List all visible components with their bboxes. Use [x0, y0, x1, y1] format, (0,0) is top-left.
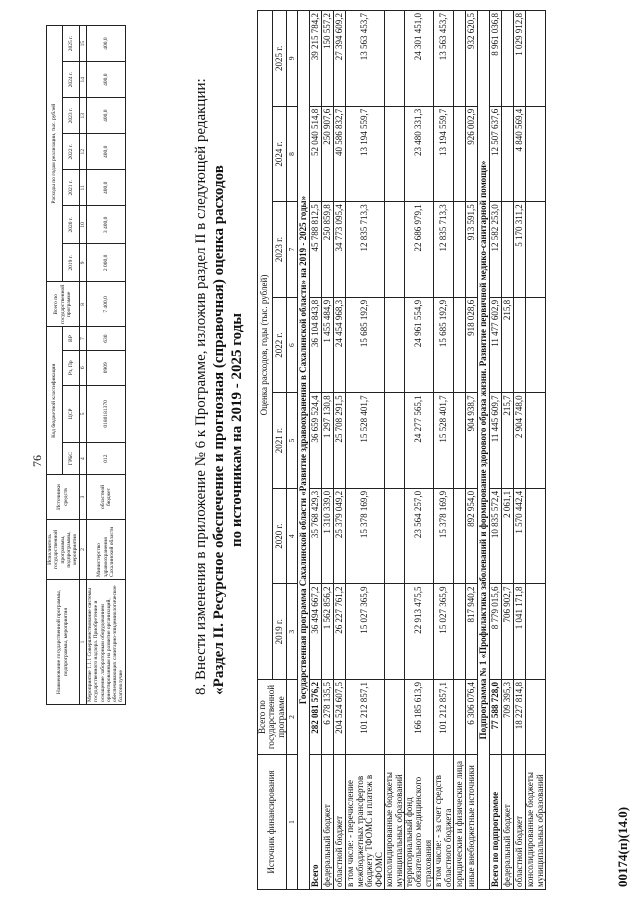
row-value: 932 620,5 — [466, 11, 478, 107]
col-num: 4 — [79, 443, 86, 475]
col-num: 1 — [79, 580, 86, 705]
row-value: 250 859,8 — [322, 202, 334, 298]
th-year: 2024 г. — [272, 106, 287, 202]
row-value: 11 445 609,7 — [490, 393, 502, 489]
table-row — [526, 11, 546, 890]
th-resp: Исполнитель государственной программы, подпрограммы, мероприятия — [47, 520, 80, 580]
row-value: 918 028,6 — [466, 297, 478, 393]
row-value: 926 002,9 — [466, 106, 478, 202]
section-row-program: Государственная программа Сахалинской области «Развитие здравоохранения в Сахалинской области» на 2019 - 2025 годы» — [298, 11, 310, 890]
row-value: 11 477 602,9 — [490, 297, 502, 393]
measure-name: Мероприятие 1.1.1 Совершенствование системы государственного надзора. Приобретение и оснащение лабораторным оборудованием ориентированным на развитие организаций, обеспечивающих санитарно-эпидемиологическое благополучие — [86, 580, 125, 705]
heading-subtitle: по источникам на 2019 - 2025 годы — [229, 312, 245, 548]
col-index: 1 — [287, 755, 298, 890]
row-value: 24 454 968,3 — [334, 297, 346, 393]
row-value: 2 904 748,0 — [514, 393, 526, 489]
row-value — [526, 488, 546, 584]
th-year: 2025 г. — [63, 26, 79, 62]
row-total — [454, 680, 466, 755]
th-year: 2021 г. — [272, 393, 287, 489]
col-index: 5 — [287, 393, 298, 489]
row-value: 36 104 843,8 — [310, 297, 322, 393]
row-value — [385, 488, 405, 584]
col-index: 2 — [287, 680, 298, 755]
row-value: 24 277 565,1 — [404, 393, 433, 489]
col-index: 6 — [287, 297, 298, 393]
row-value — [385, 584, 405, 680]
table-row — [514, 11, 526, 890]
row-value: 23 564 257,0 — [404, 488, 433, 584]
row-value: 817 940,2 — [466, 584, 478, 680]
row-label: иные внебюджетные источники — [466, 755, 478, 890]
row-value — [526, 106, 546, 202]
row-label: в том числе: - за счет средств областного бюджета — [434, 755, 454, 890]
table-row — [322, 11, 334, 890]
row-total — [385, 680, 405, 755]
row-value: 22 686 979,1 — [404, 202, 433, 298]
row-value — [385, 11, 405, 107]
row-value — [385, 106, 405, 202]
table-row — [454, 11, 466, 890]
row-value: 250 907,6 — [322, 106, 334, 202]
measure-value: 400,0 — [86, 170, 125, 206]
th-rzpr: Рз, Пр — [63, 350, 79, 385]
row-value: 12 582 253,0 — [490, 202, 502, 298]
table-row — [310, 11, 322, 890]
row-total: 6 278 135,5 — [322, 680, 334, 755]
row-value — [454, 488, 466, 584]
row-value: 34 773 095,4 — [334, 202, 346, 298]
row-value: 12 835 713,3 — [434, 202, 454, 298]
row-value: 215,8 — [502, 297, 514, 393]
row-value — [385, 202, 405, 298]
col-num: 13 — [79, 98, 86, 134]
heading-title: «Раздел II. Ресурсное обеспечение и прогнозная (справочная) оценка расходов — [211, 165, 227, 695]
row-total: 101 212 857,1 — [434, 680, 454, 755]
row-value: 24 961 554,9 — [404, 297, 433, 393]
row-value: 12 507 637,6 — [490, 106, 502, 202]
resources-table — [257, 10, 546, 890]
measure-value: 400,0 — [86, 98, 125, 134]
row-value: 8 779 015,6 — [490, 584, 502, 680]
row-value — [502, 106, 514, 202]
row-label: Всего — [310, 755, 322, 890]
row-value: 25 708 291,5 — [334, 393, 346, 489]
row-value: 36 659 524,4 — [310, 393, 322, 489]
row-label: консолидированные бюджеты муниципальных образований — [526, 755, 546, 890]
th-total: Всего по государственной программе — [258, 680, 287, 755]
top-table — [46, 25, 126, 705]
row-value: 15 528 401,7 — [434, 393, 454, 489]
row-value: 15 528 401,7 — [346, 393, 385, 489]
row-value: 150 557,2 — [322, 11, 334, 107]
measure-csr: 0180181370 — [86, 385, 125, 442]
measure-value: 3 400,0 — [86, 206, 125, 244]
th-year: 2022 г. — [63, 134, 79, 170]
col-num: 7 — [79, 327, 86, 350]
table-row — [385, 11, 405, 890]
col-index: 7 — [287, 202, 298, 298]
row-value: 15 685 192,9 — [434, 297, 454, 393]
row-value — [454, 584, 466, 680]
th-csr: ЦСР — [63, 385, 79, 442]
th-grbs: ГРБС — [63, 443, 79, 475]
col-index: 3 — [287, 584, 298, 680]
row-value — [526, 202, 546, 298]
row-value: 1 562 856,2 — [322, 584, 334, 680]
row-total: 282 081 576,2 — [310, 680, 322, 755]
th-year: 2020 г. — [63, 206, 79, 244]
row-value: 8 961 036,8 — [490, 11, 502, 107]
table-row — [334, 11, 346, 890]
row-value: 215,7 — [502, 393, 514, 489]
page-number: 76 — [30, 455, 44, 467]
row-value: 15 378 169,9 — [434, 488, 454, 584]
row-value — [502, 11, 514, 107]
table-row — [466, 11, 478, 890]
row-total: 166 185 613,9 — [404, 680, 433, 755]
row-value: 1 310 339,0 — [322, 488, 334, 584]
row-value: 26 227 761,2 — [334, 584, 346, 680]
row-value: 35 768 429,3 — [310, 488, 322, 584]
row-label: областной бюджет — [514, 755, 526, 890]
row-value — [385, 297, 405, 393]
row-value: 25 379 049,2 — [334, 488, 346, 584]
row-label: федеральный бюджет — [322, 755, 334, 890]
row-value: 13 194 559,7 — [346, 106, 385, 202]
col-index: 4 — [287, 488, 298, 584]
row-total: 101 212 857,1 — [346, 680, 385, 755]
row-value — [454, 393, 466, 489]
th-year: 2024 г. — [63, 62, 79, 98]
row-label: территориальный фонд обязательного медицинского страхования — [404, 755, 433, 890]
row-value — [454, 106, 466, 202]
col-num: 5 — [79, 385, 86, 442]
col-num: 12 — [79, 134, 86, 170]
table-row — [404, 11, 433, 890]
footer-code: 00174(п)(14.0) — [615, 806, 630, 887]
row-value: 1 041 171,8 — [514, 584, 526, 680]
measure-vr: 630 — [86, 327, 125, 350]
row-value — [526, 584, 546, 680]
col-num: 3 — [79, 475, 86, 520]
row-total: 6 306 076,4 — [466, 680, 478, 755]
col-num: 2 — [79, 520, 86, 580]
row-value — [454, 297, 466, 393]
col-num: 9 — [79, 244, 86, 282]
table-row — [502, 11, 514, 890]
row-value — [526, 11, 546, 107]
section-heading — [192, 45, 246, 815]
measure-rzpr: 0909 — [86, 350, 125, 385]
row-value: 1 570 442,4 — [514, 488, 526, 584]
measure-value: 400,0 — [86, 26, 125, 62]
measure-total: 7 400,0 — [86, 282, 125, 327]
row-value: 5 170 311,2 — [514, 202, 526, 298]
row-value: 15 378 169,9 — [346, 488, 385, 584]
row-value: 13 194 559,7 — [434, 106, 454, 202]
measure-value: 2 000,0 — [86, 244, 125, 282]
row-value: 23 480 331,3 — [404, 106, 433, 202]
row-total: 204 524 607,5 — [334, 680, 346, 755]
row-value: 15 027 365,9 — [434, 584, 454, 680]
th-source: Источники средств — [47, 475, 80, 520]
row-label: Всего по подпрограмме — [490, 755, 502, 890]
row-value: 904 938,7 — [466, 393, 478, 489]
col-index: 9 — [287, 11, 298, 107]
th-group: Оценка расходов, годы (тыс. рублей) — [258, 11, 273, 680]
measure-value: 400,0 — [86, 62, 125, 98]
row-value: 39 215 784,2 — [310, 11, 322, 107]
row-total: 18 227 814,8 — [514, 680, 526, 755]
measure-grbs: 012 — [86, 443, 125, 475]
row-total: 709 395,3 — [502, 680, 514, 755]
row-total: 77 588 728,0 — [490, 680, 502, 755]
row-value — [454, 11, 466, 107]
th-years-group: Расходы по годам реализации, тыс. рублей — [47, 26, 63, 282]
row-value: 2 061,1 — [502, 488, 514, 584]
th-year: 2023 г. — [63, 98, 79, 134]
row-value: 45 788 812,5 — [310, 202, 322, 298]
row-label: консолидированные бюджеты муниципальных образований — [385, 755, 405, 890]
table-row — [346, 11, 385, 890]
col-num: 11 — [79, 170, 86, 206]
row-value: 52 040 514,8 — [310, 106, 322, 202]
row-label: областной бюджет — [334, 755, 346, 890]
row-value: 4 840 569,4 — [514, 106, 526, 202]
th-year: 2025 г. — [272, 11, 287, 107]
th-year: 2019 г. — [63, 244, 79, 282]
table-row — [490, 11, 502, 890]
row-value: 913 591,5 — [466, 202, 478, 298]
col-index: 8 — [287, 106, 298, 202]
th-year: 2019 г. — [272, 584, 287, 680]
row-label: в том числе: - перечисление межбюджетных трансфертов бюджету ТФОМС и платеж в ФФОМС — [346, 755, 385, 890]
row-value: 706 902,7 — [502, 584, 514, 680]
th-year: 2021 г. — [63, 170, 79, 206]
row-value: 15 027 365,9 — [346, 584, 385, 680]
row-value: 1 455 484,9 — [322, 297, 334, 393]
measure-resp: Министерство здравоохранения Сахалинской области — [86, 520, 125, 580]
row-value: 892 954,0 — [466, 488, 478, 584]
row-value — [526, 393, 546, 489]
row-value: 24 301 451,0 — [404, 11, 433, 107]
row-value: 27 394 609,2 — [334, 11, 346, 107]
row-value — [502, 202, 514, 298]
section-row-subprogram: Подпрограмма № 1 «Профилактика заболеваний и формирование здорового образа жизни. Развитие первичной медико-санитарной помощи» — [478, 11, 490, 890]
row-value — [385, 393, 405, 489]
th-source: Источник финансирования — [258, 755, 287, 890]
col-num: 6 — [79, 350, 86, 385]
row-value: 15 685 192,9 — [346, 297, 385, 393]
th-vr: ВР — [63, 327, 79, 350]
row-value: 13 563 453,7 — [346, 11, 385, 107]
heading-instruction: 8. Внести изменения в приложение № 6 к Программе, изложив раздел II в следующей редакции: — [193, 78, 209, 695]
col-num: 10 — [79, 206, 86, 244]
row-value: 36 494 667,2 — [310, 584, 322, 680]
row-label: юридические и физические лица — [454, 755, 466, 890]
th-year: 2020 г. — [272, 488, 287, 584]
col-num: 14 — [79, 62, 86, 98]
row-value — [526, 297, 546, 393]
row-value: 40 586 832,7 — [334, 106, 346, 202]
row-value: 1 029 912,8 — [514, 11, 526, 107]
measure-source: областной бюджет — [86, 475, 125, 520]
table-row — [434, 11, 454, 890]
row-value: 12 835 713,3 — [346, 202, 385, 298]
row-label: федеральный бюджет — [502, 755, 514, 890]
th-bk: Код бюджетной классификации — [47, 327, 63, 475]
row-value: 13 563 453,7 — [434, 11, 454, 107]
col-num: 15 — [79, 26, 86, 62]
row-value: 22 913 475,5 — [404, 584, 433, 680]
th-year: 2022 г. — [272, 297, 287, 393]
col-num: 8 — [79, 282, 86, 327]
th-year: 2023 г. — [272, 202, 287, 298]
th-name: Наименование государственной программы, подпрограммы, мероприятия — [47, 580, 80, 705]
row-value: 1 297 130,8 — [322, 393, 334, 489]
measure-value: 400,0 — [86, 134, 125, 170]
row-total — [526, 680, 546, 755]
th-total: Всего по государственной программе — [47, 282, 80, 327]
row-value — [514, 297, 526, 393]
row-value — [454, 202, 466, 298]
row-value: 10 835 572,4 — [490, 488, 502, 584]
